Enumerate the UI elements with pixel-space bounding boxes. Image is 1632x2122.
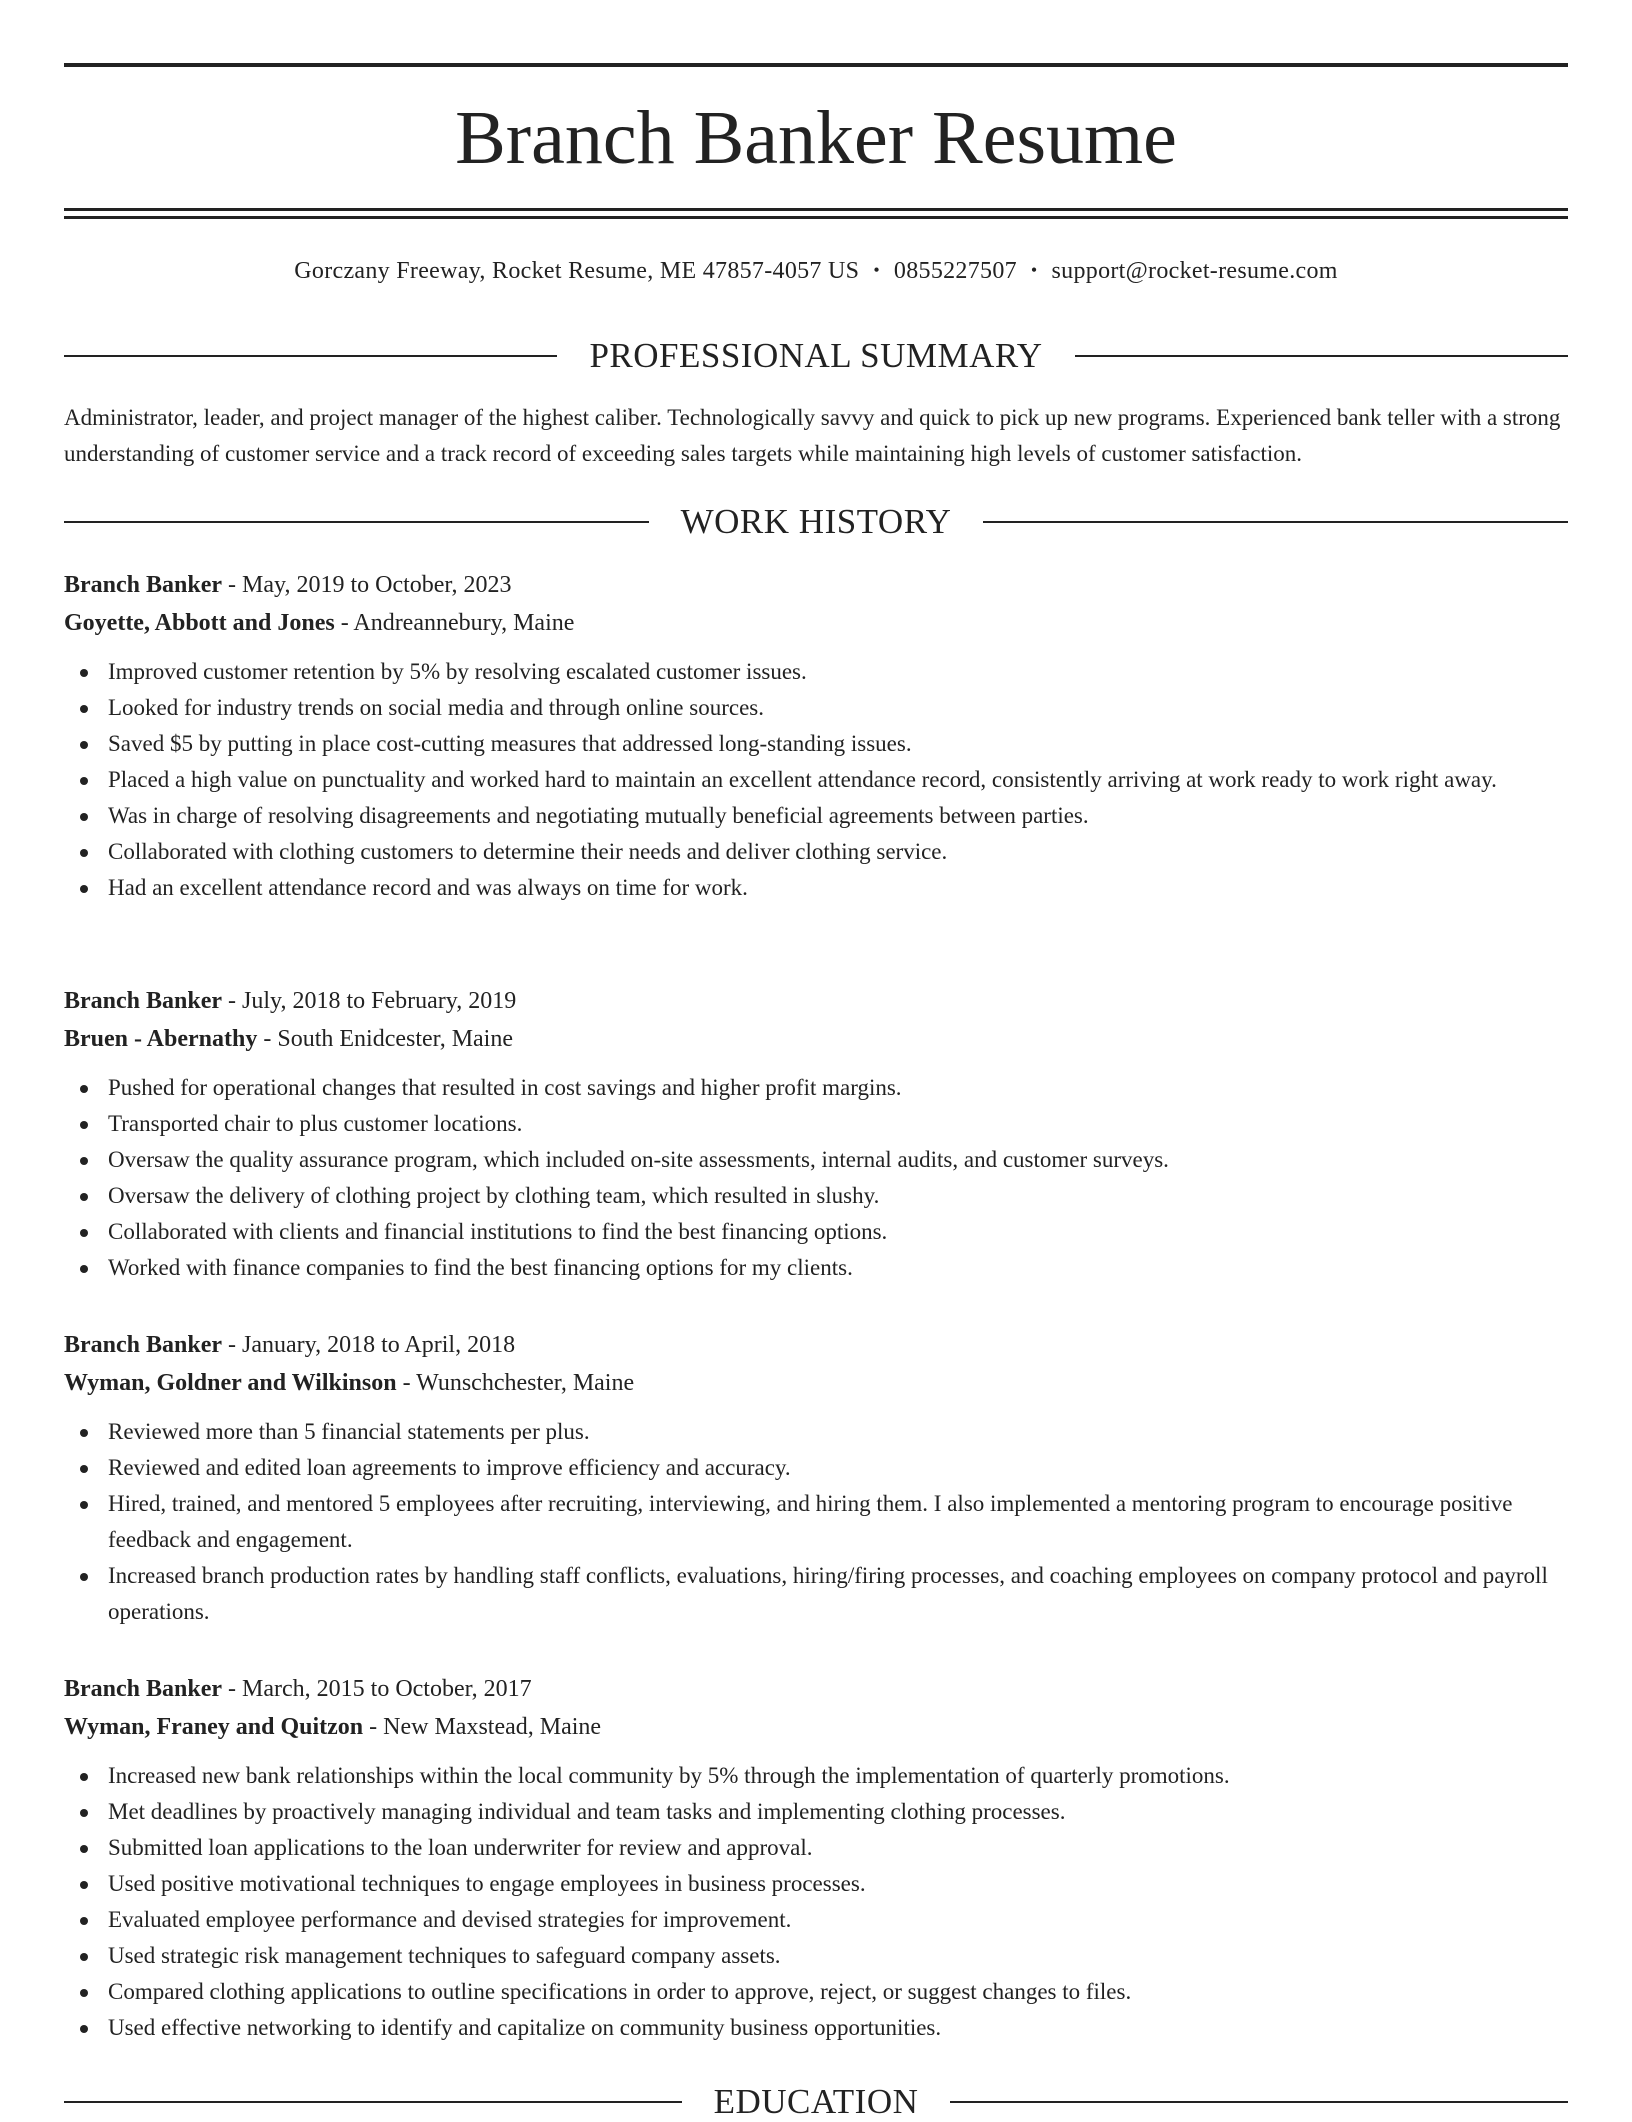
section-heading-label: PROFESSIONAL SUMMARY	[589, 336, 1043, 375]
job-company: Wyman, Goldner and Wilkinson	[64, 1370, 397, 1396]
job-bullet: Placed a high value on punctuality and worked hard to maintain an excellent attendance record, consistently arriving at work ready to work right away.	[108, 762, 1568, 798]
job-bullet: Collaborated with clothing customers to determine their needs and deliver clothing service.	[108, 834, 1568, 870]
job-dates: - July, 2018 to February, 2019	[222, 988, 517, 1014]
job-bullet-list	[64, 654, 1568, 906]
heading-rule-right	[950, 2101, 1568, 2103]
job-bullet: Evaluated employee performance and devised strategies for improvement.	[108, 1902, 1568, 1938]
contact-phone: 0855227507	[893, 258, 1017, 284]
job-entry	[64, 1326, 1568, 1630]
section-heading-label: EDUCATION	[713, 2082, 919, 2121]
job-title-line	[64, 982, 1568, 1020]
title-underline-rule-second	[64, 216, 1568, 219]
top-rule	[64, 63, 1568, 67]
job-entry	[64, 1670, 1568, 2046]
job-company: Bruen - Abernathy	[64, 1026, 258, 1052]
job-bullet: Compared clothing applications to outline specifications in order to approve, reject, or suggest changes to files.	[108, 1974, 1568, 2010]
job-dates: - January, 2018 to April, 2018	[222, 1332, 516, 1358]
job-bullet: Used positive motivational techniques to engage employees in business processes.	[108, 1866, 1568, 1902]
professional-summary-heading	[64, 336, 1568, 376]
job-bullet: Submitted loan applications to the loan underwriter for review and approval.	[108, 1830, 1568, 1866]
job-bullet: Used strategic risk management techniques to safeguard company assets.	[108, 1938, 1568, 1974]
job-bullet-list	[64, 1758, 1568, 2046]
job-company-line	[64, 604, 1568, 642]
job-bullet: Looked for industry trends on social media and through online sources.	[108, 690, 1568, 726]
job-role: Branch Banker	[64, 1332, 223, 1358]
job-dates: - May, 2019 to October, 2023	[222, 572, 512, 598]
heading-rule-right	[1075, 355, 1568, 357]
job-bullet: Increased new bank relationships within the local community by 5% through the implementation of quarterly promotions.	[108, 1758, 1568, 1794]
job-title-line	[64, 1670, 1568, 1708]
work-history-heading	[64, 502, 1568, 542]
job-bullet: Collaborated with clients and financial institutions to find the best financing options.	[108, 1214, 1568, 1250]
job-bullet: Saved $5 by putting in place cost-cutting measures that addressed long-standing issues.	[108, 726, 1568, 762]
job-role: Branch Banker	[64, 988, 223, 1014]
heading-rule-left	[64, 2101, 682, 2103]
contact-email: support@rocket-resume.com	[1051, 258, 1338, 284]
job-bullet: Oversaw the quality assurance program, which included on-site assessments, internal audits, and customer surveys.	[108, 1142, 1568, 1178]
contact-separator: •	[873, 260, 880, 280]
heading-rule-left	[64, 521, 649, 523]
job-company-line	[64, 1364, 1568, 1402]
job-entry	[64, 982, 1568, 1286]
job-bullet-list	[64, 1414, 1568, 1630]
professional-summary-text: Administrator, leader, and project manager of the highest caliber. Technologically savvy and quick to pick up new programs. Experienced bank teller with a strong understanding of customer service and a track record of exceeding sales targets while maintaining high levels of customer satisfaction.	[64, 405, 1561, 466]
resume-title: Branch Banker Resume	[455, 96, 1177, 180]
contact-address: Gorczany Freeway, Rocket Resume, ME 47857-4057 US	[294, 258, 860, 284]
section-heading-label: WORK HISTORY	[680, 502, 952, 541]
job-location: - South Enidcester, Maine	[257, 1026, 514, 1052]
job-bullet: Pushed for operational changes that resulted in cost savings and higher profit margins.	[108, 1070, 1568, 1106]
contact-separator: •	[1030, 260, 1038, 280]
job-location: - New Maxstead, Maine	[363, 1714, 602, 1740]
job-bullet: Hired, trained, and mentored 5 employees after recruiting, interviewing, and hiring them. I also implemented a mentoring program to encourage positive feedback and engagement.	[108, 1486, 1568, 1558]
job-company-line	[64, 1708, 1568, 1746]
contact-line	[64, 254, 1568, 289]
job-bullet: Reviewed more than 5 financial statements per plus.	[108, 1414, 1568, 1450]
job-bullet: Transported chair to plus customer locations.	[108, 1106, 1568, 1142]
job-entry	[64, 566, 1568, 906]
job-bullet: Had an excellent attendance record and was always on time for work.	[108, 870, 1568, 906]
job-bullet-list	[64, 1070, 1568, 1286]
job-bullet: Reviewed and edited loan agreements to improve efficiency and accuracy.	[108, 1450, 1568, 1486]
job-role: Branch Banker	[64, 572, 223, 598]
job-bullet: Met deadlines by proactively managing individual and team tasks and implementing clothing processes.	[108, 1794, 1568, 1830]
heading-rule-right	[983, 521, 1568, 523]
job-bullet: Improved customer retention by 5% by resolving escalated customer issues.	[108, 654, 1568, 690]
job-company-line	[64, 1020, 1568, 1058]
job-role: Branch Banker	[64, 1676, 223, 1702]
education-heading	[64, 2082, 1568, 2122]
job-location: - Wunschchester, Maine	[396, 1370, 635, 1396]
job-bullet: Used effective networking to identify and capitalize on community business opportunities.	[108, 2010, 1568, 2046]
job-location: - Andreannebury, Maine	[334, 610, 575, 636]
job-title-line	[64, 566, 1568, 604]
job-bullet: Was in charge of resolving disagreements and negotiating mutually beneficial agreements between parties.	[108, 798, 1568, 834]
job-dates: - March, 2015 to October, 2017	[222, 1676, 532, 1702]
title-underline-rule	[64, 208, 1568, 211]
job-company: Wyman, Franey and Quitzon	[64, 1714, 364, 1740]
heading-rule-left	[64, 355, 557, 357]
job-bullet: Oversaw the delivery of clothing project by clothing team, which resulted in slushy.	[108, 1178, 1568, 1214]
job-bullet: Worked with finance companies to find the best financing options for my clients.	[108, 1250, 1568, 1286]
job-bullet: Increased branch production rates by handling staff conflicts, evaluations, hiring/firing processes, and coaching employees on company protocol and payroll operations.	[108, 1558, 1568, 1630]
job-company: Goyette, Abbott and Jones	[64, 610, 335, 636]
job-title-line	[64, 1326, 1568, 1364]
